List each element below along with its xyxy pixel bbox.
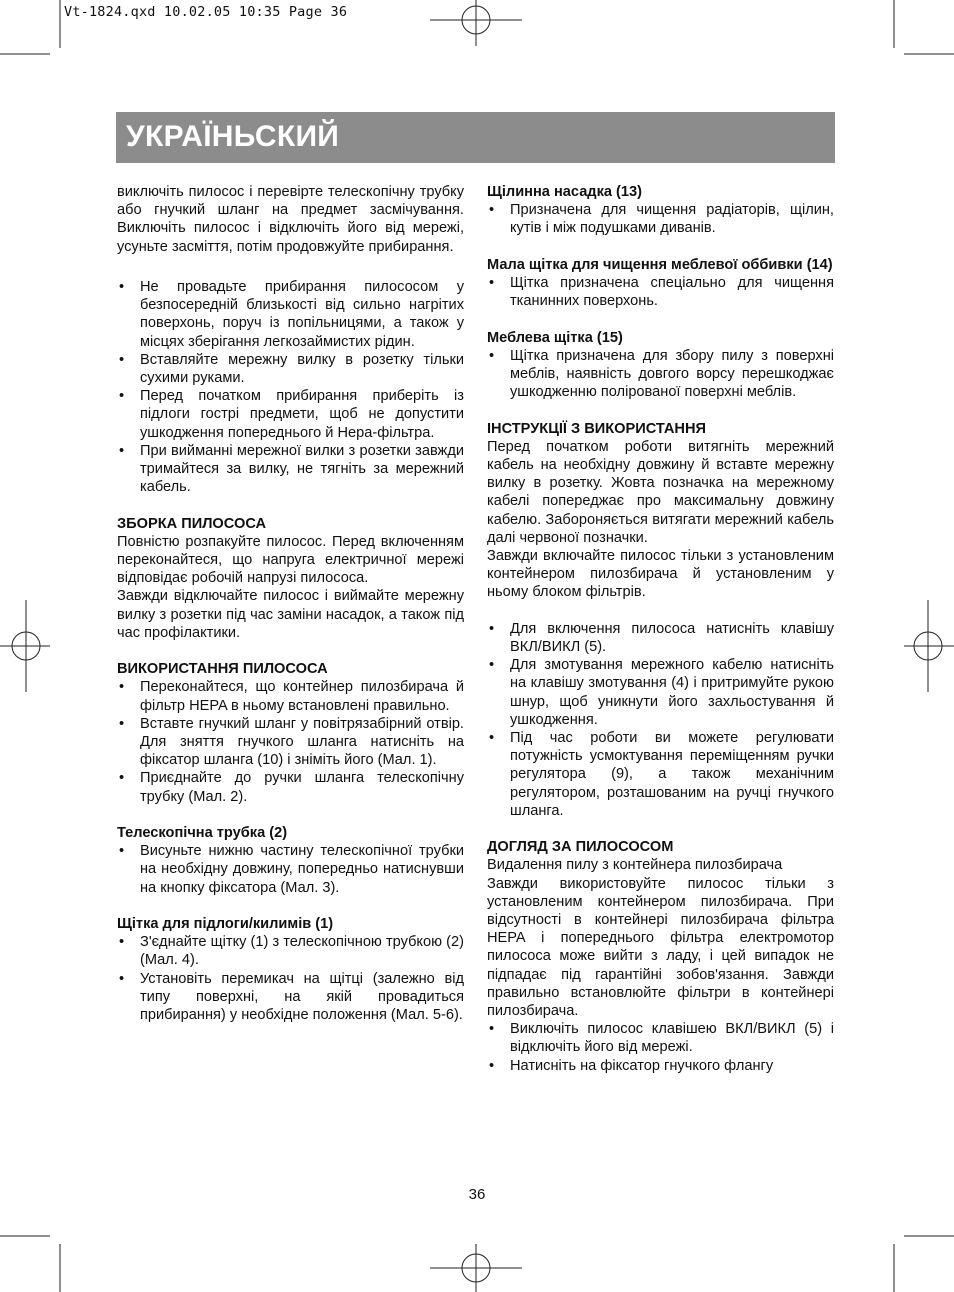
page-title: УКРАЇНЬСКИЙ — [126, 120, 340, 153]
assembly-paragraph: Завжди відключайте пилосос і виймайте мережну вилку з розетки під час заміни насадок, а також під час профілактики. — [117, 588, 464, 641]
list-item: • Перед початком прибирання приберіть із підлоги гострі предмети, щоб не допустити ушкодження попереднього й Hepa-фільтра. — [119, 388, 464, 441]
page-number: 36 — [468, 1186, 486, 1203]
list-item: • Для включення пилососа натисніть клавішу ВКЛ/ВИКЛ (5). — [489, 620, 834, 656]
section-heading-furniture-brush: Меблева щітка (15) — [487, 329, 623, 346]
section-heading-care: ДОГЛЯД ЗА ПИЛОСОСОМ — [487, 839, 674, 856]
list-item: • Висуньте нижню частину телескопічної трубки на необхідну довжину, попередньо натиснувши на кнопку фіксатора (Мал. 3). — [119, 843, 464, 896]
list-item: • При вийманні мережної вилки з розетки завжди тримайтеся за вилку, не тягніть за мережний кабель. — [119, 442, 464, 496]
instructions-paragraph: Перед початком роботи витягніть мережний кабель на необхідну довжину й вставте мережну вилку в розетку. Жовта позначка на мережному кабелі попереджає про максимальну довжину кабелю. Забороняється витягати мережний кабель далі червоної позначки. — [487, 438, 834, 546]
section-heading-usage: ВИКОРИСТАННЯ ПИЛОСОСА — [117, 661, 328, 678]
instructions-paragraph: Завжди включайте пилосос тільки з установленим контейнером пилозбирача й установленим у ньому блоком фільтрів. — [487, 548, 834, 601]
list-item: • Щітка призначена спеціально для чищення тканинних поверхонь. — [489, 275, 834, 310]
list-item: • Вставляйте мережну вилку в розетку тільки сухими руками. — [119, 351, 464, 387]
list-item: • Приєднайте до ручки шланга телескопічну трубку (Мал. 2). — [119, 770, 464, 805]
section-heading-assembly: ЗБОРКА ПИЛОСОСА — [117, 515, 267, 532]
list-item: • Не провадьте прибирання пилососом у безпосередній близькості від сильно нагрітих поверхонь, поруч із попільницями, а також у місцях зберігання легкозаймистих рідин. — [119, 279, 464, 350]
care-paragraph: Завжди використовуйте пилосос тільки з установленим контейнером пилозбирача. При відсутності в контейнері пилозбирача фільтра HEPA і попереднього фільтра електромотор пилососа може вийти з ладу, і цей випадок не підпадає під гарантійні зобов'язання. Завжди правильно встановлюйте фільтри в контейнері пилозбирача. — [487, 875, 834, 1020]
list-item: • З'єднайте щітку (1) з телескопічною трубкою (2) (Мал. 4). — [119, 934, 464, 969]
section-heading-floor-brush: Щітка для підлоги/килимів (1) — [117, 916, 334, 933]
care-subheading: Видалення пилу з контейнера пилозбирача — [487, 857, 783, 874]
section-heading-crevice: Щілинна насадка (13) — [487, 184, 643, 200]
list-item: • Вставте гнучкий шланг у повітрязабірний отвір. Для зняття гнучкого шланга натисніть на фіксатор шланга (10) і зніміть його (Мал. 1). — [119, 715, 464, 769]
section-heading-upholstery: Мала щітка для чищення меблевої оббивки (14) — [487, 256, 833, 273]
section-heading-tube: Телескопічна трубка (2) — [117, 825, 288, 842]
list-item: • Призначена для чищення радіаторів, щілин, кутів і між подушками диванів. — [489, 202, 834, 237]
section-heading-instructions: ІНСТРУКЦІЇ З ВИКОРИСТАННЯ — [487, 420, 706, 437]
list-item: • Натисніть на фіксатор гнучкого флангу — [489, 1057, 774, 1074]
list-item: • Для змотування мережного кабелю натисніть на клавішу змотування (4) і притримуйте рукою шнур, щоб уникнути його захльостування й ушкодження. — [489, 657, 834, 728]
list-item: • Щітка призначена для збору пилу з поверхні меблів, наявність довгого ворсу перешкоджає ушкодженню полірованої поверхні меблів. — [489, 347, 834, 401]
assembly-paragraph: Повністю розпакуйте пилосос. Перед включенням переконайтеся, що напруга електричної мережі відповідає робочій напрузі пилососа. — [117, 533, 464, 587]
list-item: • Переконайтеся, що контейнер пилозбирача й фільтр HEPA в ньому встановлені правильно. — [119, 679, 464, 714]
list-item: • Установіть перемикач на щітці (залежно від типу поверхні, на якій провадиться прибирання) у необхідне положення (Мал. 5-6). — [119, 970, 464, 1024]
left-column — [117, 183, 464, 1024]
language-banner — [116, 112, 835, 163]
intro-paragraph: виключіть пилосос і перевірте телескопічну трубку або гнучкий шланг на предмет засмічування. Виключіть пилосос і відключіть його від мережі, усуньте засміття, потім продовжуйте прибирання. — [117, 184, 464, 255]
file-slug: Vt-1824.qxd 10.02.05 10:35 Page 36 — [64, 4, 348, 20]
right-column — [487, 183, 834, 1075]
list-item: • Під час роботи ви можете регулювати потужність усмоктування переміщенням ручки регулятора (9), а також механічним регулятором, розташованим на ручці гнучкого шланга. — [489, 730, 834, 819]
list-item: • Виключіть пилосос клавішею ВКЛ/ВИКЛ (5) і відключіть його від мережі. — [489, 1021, 834, 1056]
